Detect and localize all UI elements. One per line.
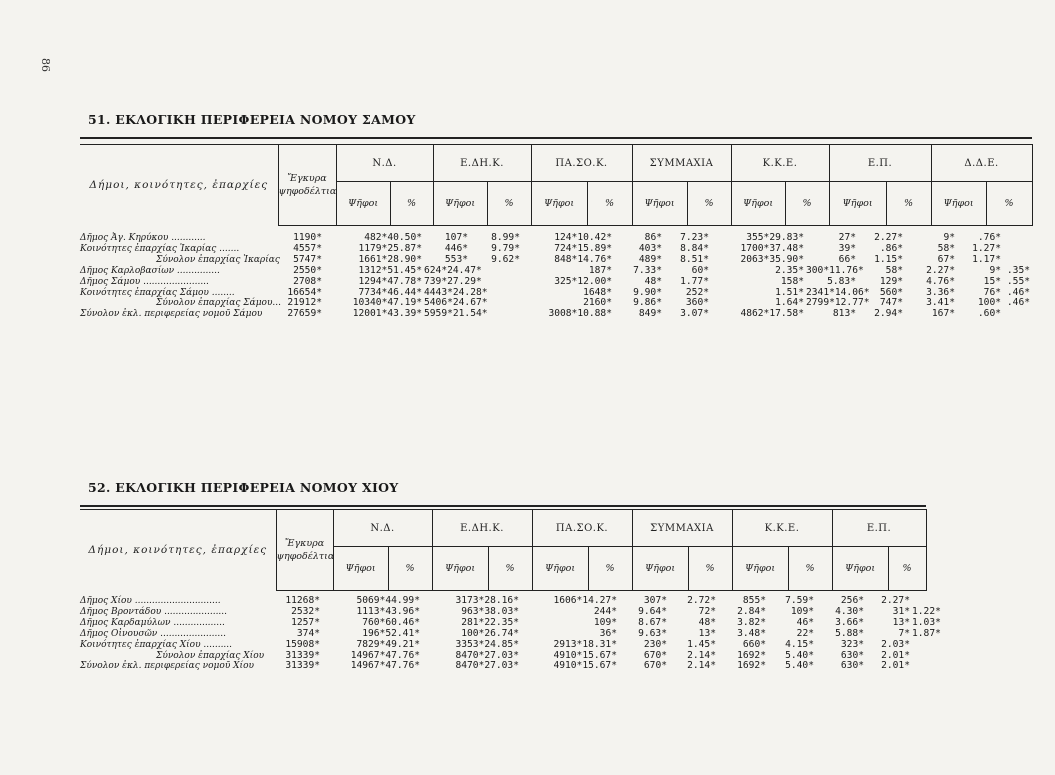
result-cell: 2.94* <box>874 308 903 320</box>
valid-ballots-cell: 21912* <box>287 297 322 309</box>
result-cell: 15* <box>983 275 1001 287</box>
percent-subheader: % <box>886 182 931 226</box>
result-cell: 9.90* <box>633 286 662 298</box>
result-cell: 2063*35.90* <box>740 253 804 265</box>
percent-subheader: % <box>488 547 532 591</box>
result-cell: 76* <box>983 286 1001 298</box>
result-cell: 5.40* <box>785 649 814 661</box>
result-cell: 1113*43.96* <box>356 605 420 617</box>
party-header: Ν.Δ. <box>336 145 433 182</box>
result-cell: 124*10.42* <box>554 232 612 243</box>
table-row <box>80 629 926 640</box>
result-cell: 5.88* <box>835 627 864 639</box>
result-cell: 244* <box>593 605 617 617</box>
result-cell: 1294*47.78* <box>358 275 422 287</box>
result-cell: 86* <box>644 232 662 243</box>
result-cell: 9* <box>989 264 1001 276</box>
result-cell: 10340*47.19* <box>352 297 422 309</box>
result-cell: 724*15.89* <box>554 242 612 254</box>
result-cell: 849* <box>638 308 662 320</box>
result-cell: 7* <box>898 627 910 639</box>
percent-subheader: % <box>688 547 732 591</box>
party-header: Δ.Δ.Ε. <box>931 145 1032 182</box>
result-cell: 9.86* <box>633 297 662 309</box>
result-cell: 1648* <box>583 286 612 298</box>
votes-subheader: Ψῆφοι <box>632 182 687 226</box>
row-label: Δῆμος Βροντάδου ...................... <box>80 606 228 617</box>
result-cell: 7.33* <box>633 264 662 276</box>
result-cell: 158* <box>780 275 804 287</box>
votes-subheader: Ψῆφοι <box>532 547 588 591</box>
row-label: Σύνολον ἐπαρχίας Χίου <box>156 650 265 661</box>
votes-subheader: Ψῆφοι <box>336 182 390 226</box>
valid-ballots-cell: 15908* <box>285 638 320 650</box>
votes-subheader: Ψῆφοι <box>333 547 388 591</box>
party-header: Ε.Π. <box>832 510 926 547</box>
result-cell: 1606*14.27* <box>553 595 617 606</box>
result-cell: 1661*28.90* <box>358 253 422 265</box>
party-header: ΠΑ.ΣΟ.Κ. <box>532 510 632 547</box>
result-cell: 2.14* <box>687 660 716 672</box>
result-cell: 12001*43.39* <box>352 308 422 320</box>
result-cell: 855* <box>742 595 766 606</box>
result-cell: 9.64* <box>638 605 667 617</box>
result-cell: 8.84* <box>680 242 709 254</box>
percent-subheader: % <box>487 182 531 226</box>
result-cell: 1.15* <box>874 253 903 265</box>
result-cell: 630* <box>840 649 864 661</box>
percent-subheader: % <box>986 182 1032 226</box>
result-cell: 2.27* <box>926 264 955 276</box>
result-cell: 72* <box>698 605 716 617</box>
result-cell: 196*52.41* <box>362 627 420 639</box>
result-cell: 58* <box>937 242 955 254</box>
result-cell: 4.15* <box>785 638 814 650</box>
result-cell: 9* <box>943 232 955 243</box>
percent-subheader: % <box>888 547 926 591</box>
result-cell: 4910*15.67* <box>553 660 617 672</box>
result-cell: 624*24.47* <box>424 264 482 276</box>
result-cell: 2.03* <box>881 638 910 650</box>
result-cell: 1.51* <box>775 286 804 298</box>
table-row <box>80 266 1032 277</box>
result-cell: 8470*27.03* <box>455 649 519 661</box>
votes-subheader: Ψῆφοι <box>731 182 785 226</box>
row-header: Δήμοι, κοινότητες, ἐπαρχίες <box>80 145 278 226</box>
result-cell: 2.01* <box>881 660 910 672</box>
result-cell: .76* <box>977 232 1001 243</box>
result-cell: 167* <box>931 308 955 320</box>
row-label: Κοινότητες ἐπαρχίας Χίου .......... <box>80 639 233 650</box>
votes-subheader: Ψῆφοι <box>531 182 587 226</box>
result-cell: 1692* <box>737 649 766 661</box>
votes-subheader: Ψῆφοι <box>632 547 688 591</box>
valid-ballots-cell: 1257* <box>291 616 320 628</box>
result-cell: 8470*27.03* <box>455 660 519 672</box>
result-cell: 7829*49.21* <box>356 638 420 650</box>
row-label: Σύνολον ἐκλ. περιφερείας νομοῦ Σάμου <box>80 309 263 320</box>
result-cell: 14967*47.76* <box>350 660 420 672</box>
result-cell: 1.03* <box>912 616 941 628</box>
result-cell: 67* <box>937 253 955 265</box>
votes-subheader: Ψῆφοι <box>432 547 488 591</box>
result-cell: .60* <box>977 308 1001 320</box>
result-cell: 2.27* <box>881 595 910 606</box>
result-cell: 2341*14.06* <box>806 286 870 298</box>
result-cell: 3008*10.88* <box>548 308 612 320</box>
result-cell: 446* <box>444 242 468 254</box>
result-cell: 107* <box>444 232 468 243</box>
result-cell: 7.59* <box>785 595 814 606</box>
result-cell: 48* <box>698 616 716 628</box>
result-cell: 8.67* <box>638 616 667 628</box>
party-header: ΣΥΜΜΑΧΙΑ <box>632 510 732 547</box>
result-cell: .55* <box>1006 275 1030 287</box>
result-cell: 14967*47.76* <box>350 649 420 661</box>
valid-ballots-header: Ἔγκυρα ψηφοδέλτια <box>276 510 333 591</box>
party-header: Ν.Δ. <box>333 510 432 547</box>
party-header: ΣΥΜΜΑΧΙΑ <box>632 145 731 182</box>
result-cell: 100*26.74* <box>461 627 519 639</box>
result-cell: 36* <box>599 627 617 639</box>
party-header: Ε.ΔΗ.Κ. <box>433 145 531 182</box>
party-header: Ε.Π. <box>829 145 931 182</box>
result-cell: 1.77* <box>680 275 709 287</box>
result-cell: 360* <box>685 297 709 309</box>
section-title-samos: 51. ΕΚΛΟΓΙΚΗ ΠΕΡΙΦΕΡΕΙΑ ΝΟΜΟΥ ΣΑΜΟΥ <box>88 112 416 127</box>
result-cell: 3.36* <box>926 286 955 298</box>
result-cell: 760*60.46* <box>362 616 420 628</box>
result-cell: .86* <box>879 242 903 254</box>
table-row <box>80 640 926 651</box>
votes-subheader: Ψῆφοι <box>931 182 986 226</box>
party-header: Ε.ΔΗ.Κ. <box>432 510 532 547</box>
valid-ballots-cell: 11268* <box>285 595 320 606</box>
result-cell: 300*11.76* <box>806 264 864 276</box>
result-cell: 66* <box>838 253 856 265</box>
result-cell: 13* <box>892 616 910 628</box>
table-row <box>80 661 926 672</box>
result-cell: 256* <box>840 595 864 606</box>
result-cell: 5069*44.99* <box>356 595 420 606</box>
result-cell: 403* <box>638 242 662 254</box>
result-cell: 230* <box>643 638 667 650</box>
header-table-chios <box>80 509 927 591</box>
result-cell: 1.64* <box>775 297 804 309</box>
result-cell: 5.40* <box>785 660 814 672</box>
page-number: 86 <box>39 58 52 72</box>
percent-subheader: % <box>687 182 731 226</box>
valid-ballots-cell: 4557* <box>293 242 322 254</box>
result-cell: 1.22* <box>912 605 941 617</box>
result-cell: 848*14.76* <box>554 253 612 265</box>
top-rule <box>80 505 926 507</box>
votes-subheader: Ψῆφοι <box>433 182 487 226</box>
result-cell: 2.35* <box>775 264 804 276</box>
result-cell: 3.48* <box>737 627 766 639</box>
result-cell: 281*22.35* <box>461 616 519 628</box>
percent-subheader: % <box>788 547 832 591</box>
result-cell: 9.79* <box>491 242 520 254</box>
top-rule <box>80 137 1032 139</box>
section-title-chios: 52. ΕΚΛΟΓΙΚΗ ΠΕΡΙΦΕΡΕΙΑ ΝΟΜΟΥ ΧΙΟΥ <box>88 480 399 495</box>
result-cell: 2.84* <box>737 605 766 617</box>
result-cell: 670* <box>643 660 667 672</box>
result-cell: 4910*15.67* <box>553 649 617 661</box>
result-cell: 60* <box>691 264 709 276</box>
result-cell: 813* <box>832 308 856 320</box>
result-cell: .46* <box>1006 286 1030 298</box>
percent-subheader: % <box>588 547 632 591</box>
result-cell: 1.87* <box>912 627 941 639</box>
row-label: Δῆμος Καρδαμύλων .................. <box>80 617 225 628</box>
data-table-samos <box>80 233 1032 320</box>
valid-ballots-cell: 31339* <box>285 649 320 661</box>
result-cell: 4443*24.28* <box>424 286 488 298</box>
result-cell: 323* <box>840 638 864 650</box>
party-header: Κ.Κ.Ε. <box>732 510 832 547</box>
result-cell: 31* <box>892 605 910 617</box>
result-cell: 13* <box>698 627 716 639</box>
result-cell: .46* <box>1006 297 1030 309</box>
result-cell: 4.76* <box>926 275 955 287</box>
result-cell: 27* <box>838 232 856 243</box>
result-cell: 2799*12.77* <box>806 297 870 309</box>
valid-ballots-cell: 31339* <box>285 660 320 672</box>
result-cell: 5.83* <box>827 275 856 287</box>
result-cell: 739*27.29* <box>424 275 482 287</box>
row-label: Δῆμος Καρλοβασίων ............... <box>80 265 220 276</box>
result-cell: 3.41* <box>926 297 955 309</box>
result-cell: 39* <box>838 242 856 254</box>
result-cell: 1692* <box>737 660 766 672</box>
result-cell: 5959*21.54* <box>424 308 488 320</box>
result-cell: 4.30* <box>835 605 864 617</box>
row-label: Κοινότητες ἐπαρχίας Σάμου ........ <box>80 287 235 298</box>
result-cell: 1179*25.87* <box>358 242 422 254</box>
percent-subheader: % <box>785 182 829 226</box>
result-cell: 187* <box>588 264 612 276</box>
result-cell: 109* <box>593 616 617 628</box>
valid-ballots-cell: 5747* <box>293 253 322 265</box>
result-cell: 3353*24.85* <box>455 638 519 650</box>
result-cell: 9.63* <box>638 627 667 639</box>
row-label: Κοινότητες ἐπαρχίας Ἰκαρίας ....... <box>80 243 240 254</box>
result-cell: 482*40.50* <box>364 232 422 243</box>
result-cell: 1700*37.48* <box>740 242 804 254</box>
data-table-chios <box>80 595 941 672</box>
result-cell: 8.99* <box>491 232 520 243</box>
result-cell: 963*38.03* <box>461 605 519 617</box>
result-cell: 9.62* <box>491 253 520 265</box>
votes-subheader: Ψῆφοι <box>829 182 886 226</box>
result-cell: 100* <box>977 297 1001 309</box>
result-cell: 1.27* <box>972 242 1001 254</box>
result-cell: 747* <box>879 297 903 309</box>
valid-ballots-cell: 2708* <box>293 275 322 287</box>
result-cell: 630* <box>840 660 864 672</box>
result-cell: 3173*28.16* <box>455 595 519 606</box>
party-header: Κ.Κ.Ε. <box>731 145 829 182</box>
percent-subheader: % <box>390 182 433 226</box>
party-header: ΠΑ.ΣΟ.Κ. <box>531 145 632 182</box>
result-cell: 325*12.00* <box>554 275 612 287</box>
row-label: Δῆμος Οἰνουσῶν ....................... <box>80 628 226 639</box>
row-label: Δῆμος Ἀγ. Κηρύκου ............ <box>80 233 206 243</box>
result-cell: 2.01* <box>881 649 910 661</box>
row-label: Σύνολον ἐπαρχίας Ἰκαρίας <box>156 254 280 265</box>
valid-ballots-cell: 16654* <box>287 286 322 298</box>
result-cell: 3.07* <box>680 308 709 320</box>
result-cell: 1312*51.45* <box>358 264 422 276</box>
row-header: Δήμοι, κοινότητες, ἐπαρχίες <box>80 510 276 591</box>
result-cell: 2.72* <box>687 595 716 606</box>
result-cell: 489* <box>638 253 662 265</box>
result-cell: 5406*24.67* <box>424 297 488 309</box>
result-cell: 553* <box>444 253 468 265</box>
result-cell: 670* <box>643 649 667 661</box>
result-cell: 560* <box>879 286 903 298</box>
result-cell: 355*29.83* <box>746 232 804 243</box>
valid-ballots-cell: 2532* <box>291 605 320 617</box>
result-cell: 109* <box>790 605 814 617</box>
row-label: Δῆμος Χίου .............................. <box>80 596 221 606</box>
result-cell: .35* <box>1006 264 1030 276</box>
valid-ballots-header: Ἔγκυρα ψηφοδέλτια <box>278 145 336 226</box>
result-cell: 7.23* <box>680 232 709 243</box>
valid-ballots-cell: 27659* <box>287 308 322 320</box>
result-cell: 660* <box>742 638 766 650</box>
table-row <box>80 277 1032 288</box>
result-cell: 129* <box>879 275 903 287</box>
result-cell: 2160* <box>583 297 612 309</box>
result-cell: 48* <box>644 275 662 287</box>
result-cell: 7734*46.44* <box>358 286 422 298</box>
result-cell: 3.66* <box>835 616 864 628</box>
valid-ballots-cell: 2550* <box>293 264 322 276</box>
row-label: Σύνολον ἐκλ. περιφερείας νομοῦ Χίου <box>80 661 254 672</box>
valid-ballots-cell: 1190* <box>293 232 322 243</box>
header-table-samos <box>80 144 1033 226</box>
result-cell: 58* <box>885 264 903 276</box>
result-cell: 2913*18.31* <box>553 638 617 650</box>
result-cell: 1.17* <box>972 253 1001 265</box>
valid-ballots-cell: 374* <box>296 627 320 639</box>
result-cell: 1.45* <box>687 638 716 650</box>
table-row <box>80 309 1032 320</box>
result-cell: 2.14* <box>687 649 716 661</box>
result-cell: 4862*17.58* <box>740 308 804 320</box>
result-cell: 3.82* <box>737 616 766 628</box>
result-cell: 46* <box>796 616 814 628</box>
result-cell: 252* <box>685 286 709 298</box>
result-cell: 2.27* <box>874 232 903 243</box>
percent-subheader: % <box>587 182 632 226</box>
result-cell: 8.51* <box>680 253 709 265</box>
result-cell: 307* <box>643 595 667 606</box>
votes-subheader: Ψῆφοι <box>832 547 888 591</box>
votes-subheader: Ψῆφοι <box>732 547 788 591</box>
row-label: Σύνολον ἐπαρχίας Σάμου... <box>156 298 282 309</box>
row-label: Δῆμος Σάμου ....................... <box>80 276 209 287</box>
percent-subheader: % <box>388 547 432 591</box>
result-cell: 22* <box>796 627 814 639</box>
